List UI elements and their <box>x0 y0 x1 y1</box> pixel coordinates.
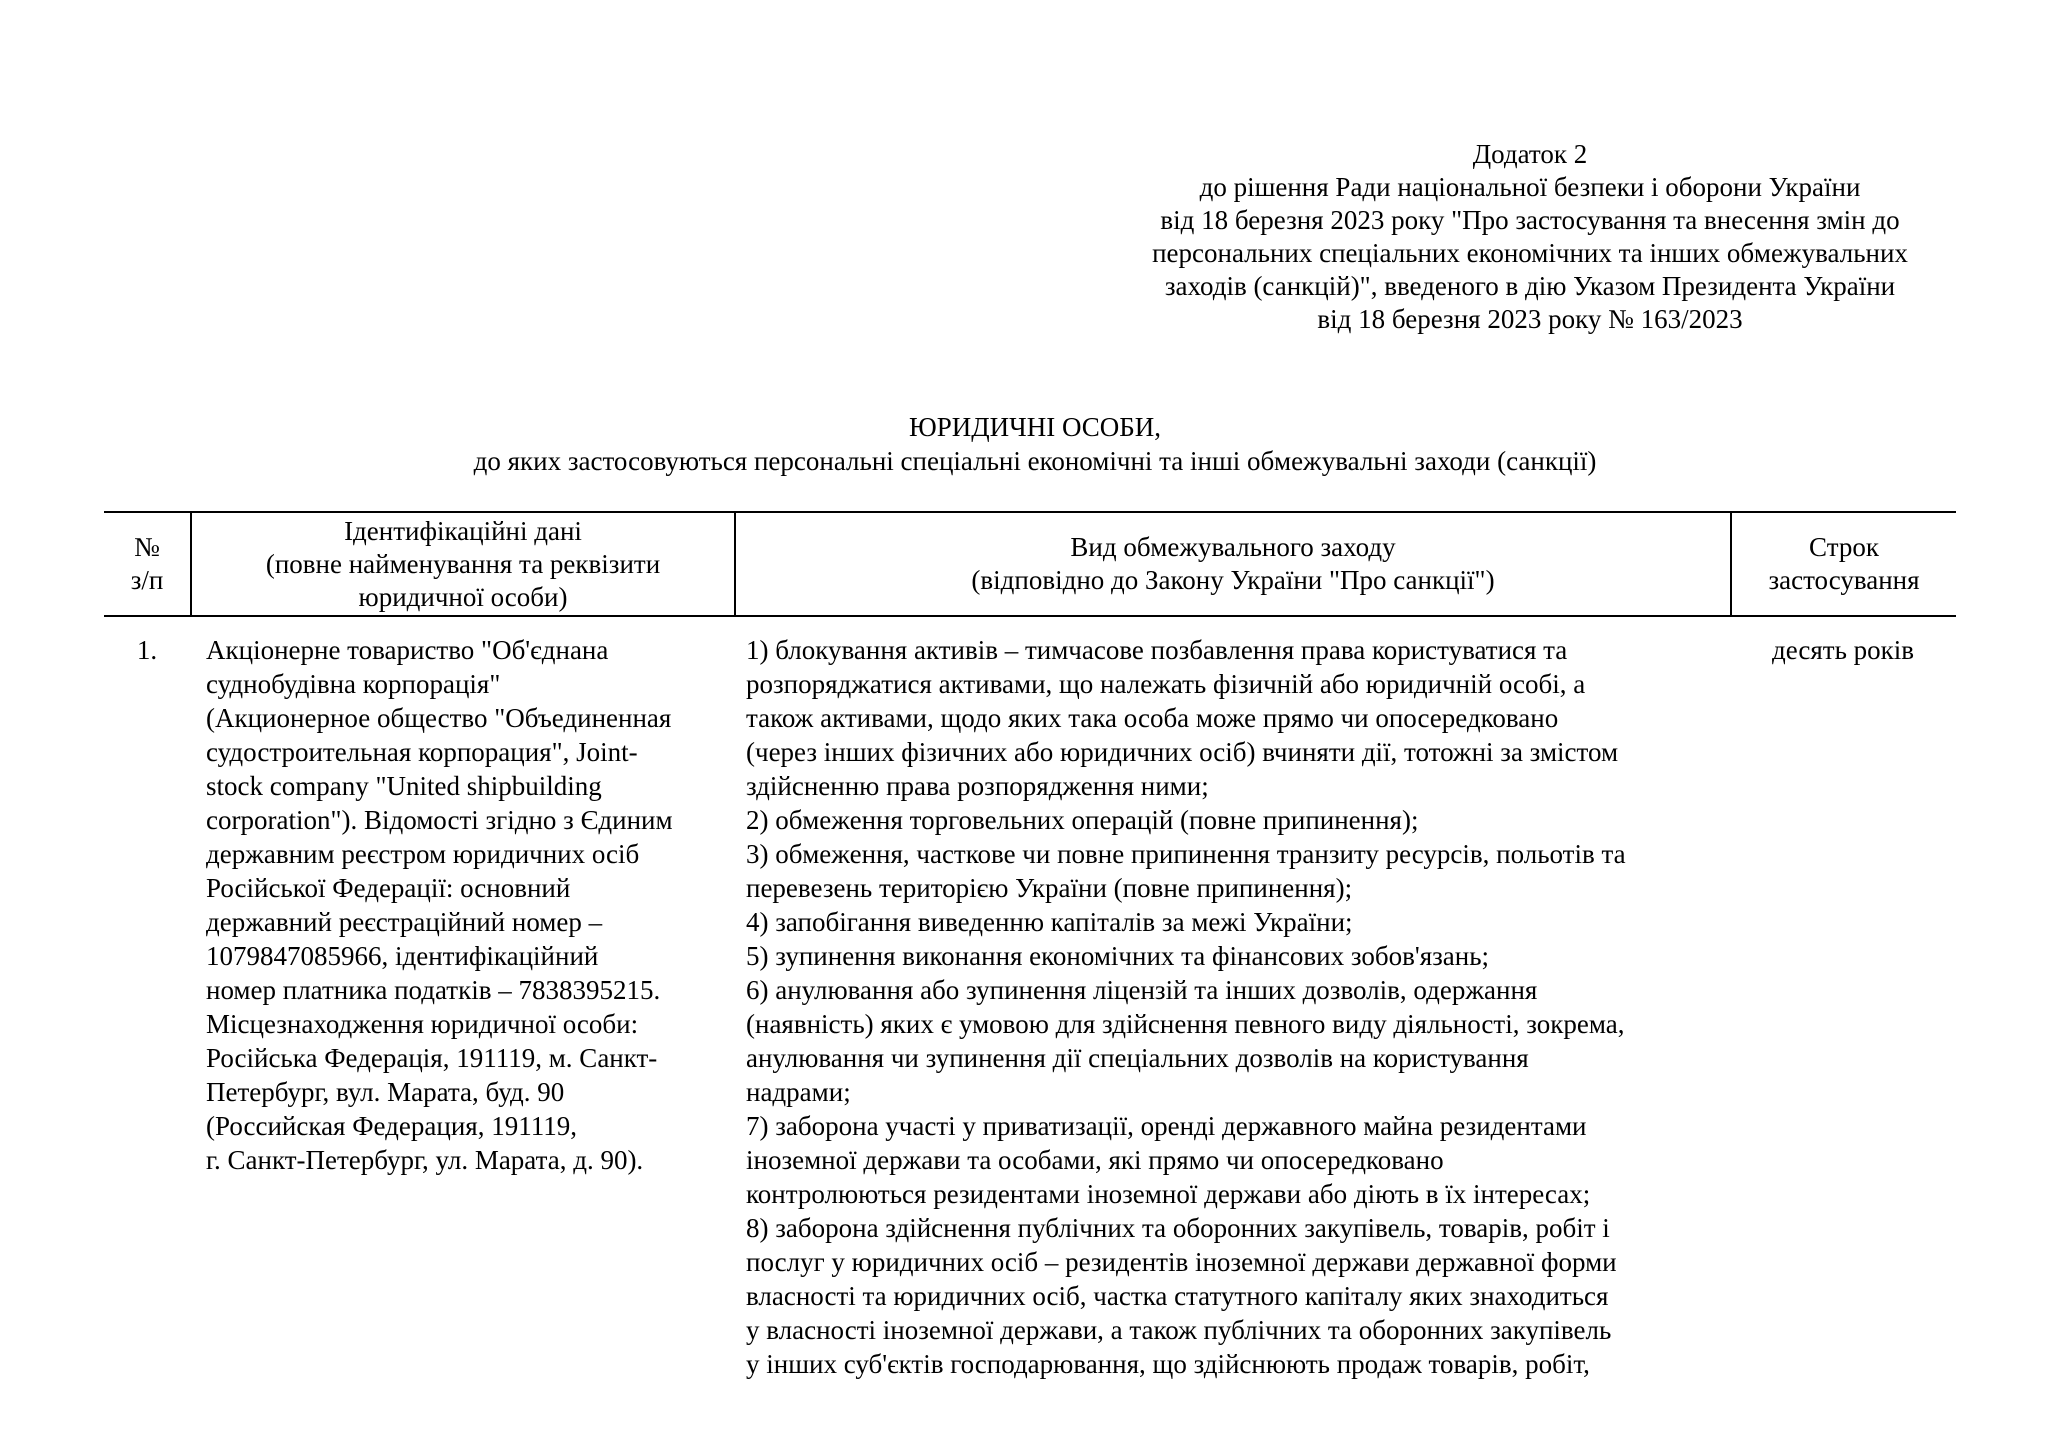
header-measure-line: (відповідно до Закону України "Про санкції") <box>971 565 1495 595</box>
ident-line: (Акционерное общество "Объединенная <box>206 703 672 733</box>
measure-line: анулювання чи зупинення дії спеціальних дозволів на користування <box>746 1043 1529 1073</box>
header-ident-line: Ідентифікаційні дані <box>344 515 582 546</box>
ident-line: Петербург, вул. Марата, буд. 90 <box>206 1077 565 1107</box>
measure-line: 1) блокування активів – тимчасове позбавлення права користуватися та <box>746 635 1568 665</box>
measure-line: послуг у юридичних осіб – резидентів іноземної держави державної форми <box>746 1247 1617 1277</box>
ident-line: судостроительная корпорация", Joint- <box>206 737 638 767</box>
measure-line: 8) заборона здійснення публічних та оборонних закупівель, товарів, робіт і <box>746 1213 1610 1243</box>
header-number-line: № <box>134 532 160 562</box>
header-number <box>104 513 190 615</box>
header-number-line: з/п <box>130 565 164 595</box>
measure-line: у власності іноземної держави, а також публічних та оборонних закупівель <box>746 1315 1612 1345</box>
measure-line: 2) обмеження торговельних операцій (повне припинення); <box>746 805 1419 835</box>
annex-line: Додаток 2 <box>1472 139 1588 169</box>
annex-line: від 18 березня 2023 року "Про застосування та внесення змін до <box>1160 205 1900 235</box>
header-measure <box>736 513 1730 615</box>
ident-line: Російської Федерації: основний <box>206 873 571 903</box>
measure-line: 6) анулювання або зупинення ліцензій та інших дозволів, одержання <box>746 975 1538 1005</box>
header-ident-line: юридичної особи) <box>358 581 568 612</box>
ident-line: 1079847085966, ідентифікаційний <box>206 941 599 971</box>
measure-line: 3) обмеження, часткове чи повне припинення транзиту ресурсів, польотів та <box>746 839 1626 869</box>
document-heading <box>100 410 1970 478</box>
header-ident-line: (повне найменування та реквізити <box>265 548 661 579</box>
annex-line: персональних спеціальних економічних та інших обмежувальних <box>1152 238 1908 268</box>
header-term <box>1732 513 1956 615</box>
ident-line: г. Санкт-Петербург, ул. Марата, д. 90). <box>206 1145 644 1175</box>
ident-line: stock company "United shipbuilding <box>206 771 602 801</box>
measure-line: також активами, щодо яких така особа може прямо чи опосередковано <box>746 703 1559 733</box>
measure-line: розпоряджатися активами, що належать фізичній або юридичній особі, а <box>746 669 1586 699</box>
measure-line: 5) зупинення виконання економічних та фінансових зобов'язань; <box>746 941 1490 971</box>
header-term-line: застосування <box>1768 565 1920 595</box>
ident-line: corporation"). Відомості згідно з Єдиним <box>206 805 673 835</box>
header-ident <box>192 513 734 615</box>
ident-line: Місцезнаходження юридичної особи: <box>206 1009 639 1039</box>
header-measure-line: Вид обмежувального заходу <box>1070 532 1396 562</box>
ident-line: номер платника податків – 7838395215. <box>206 975 661 1005</box>
measure-line: контролюються резидентами іноземної держави або діють в їх інтересах; <box>746 1179 1591 1209</box>
document-subtitle: до яких застосовуються персональні спеціальні економічні та інші обмежувальні заходи (санкції) <box>473 446 1597 476</box>
annex-line: до рішення Ради національної безпеки і оборони України <box>1199 172 1861 202</box>
application-term: десять років <box>1771 635 1915 665</box>
header-term-line: Строк <box>1809 532 1879 562</box>
measure-line: у інших суб'єктів господарювання, що здійснюють продаж товарів, робіт, <box>746 1349 1590 1379</box>
ident-line: (Российская Федерация, 191119, <box>206 1111 577 1141</box>
entity-identification <box>206 633 726 1177</box>
measure-line: перевезень територією України (повне припинення); <box>746 873 1353 903</box>
measure-line: здійсненню права розпорядження ними; <box>746 771 1209 801</box>
measure-line: (наявність) яких є умовою для здійснення певного виду діяльності, зокрема, <box>746 1009 1625 1039</box>
annex-block <box>1060 138 2000 336</box>
row-number: 1. <box>136 635 158 665</box>
annex-line: від 18 березня 2023 року № 163/2023 <box>1317 304 1743 334</box>
ident-line: Акціонерне товариство "Об'єднана <box>206 635 609 665</box>
measure-line: (через інших фізичних або юридичних осіб) вчиняти дії, тотожні за змістом <box>746 737 1619 767</box>
table-header <box>104 511 1956 617</box>
measure-line: іноземної держави та особами, які прямо чи опосередковано <box>746 1145 1444 1175</box>
measure-line: власності та юридичних осіб, частка статутного капіталу яких знаходиться <box>746 1281 1609 1311</box>
ident-line: державний реєстраційний номер – <box>206 907 603 937</box>
ident-line: Російська Федерація, 191119, м. Санкт- <box>206 1043 658 1073</box>
measure-line: 7) заборона участі у приватизації, оренді державного майна резидентами <box>746 1111 1587 1141</box>
ident-line: суднобудівна корпорація" <box>206 669 501 699</box>
measure-line: надрами; <box>746 1077 851 1107</box>
document-title: ЮРИДИЧНІ ОСОБИ, <box>908 412 1162 442</box>
measure-line: 4) запобігання виведенню капіталів за межі України; <box>746 907 1353 937</box>
annex-line: заходів (санкцій)", введеного в дію Указом Президента України <box>1164 271 1896 301</box>
restrictive-measures <box>746 633 1726 1381</box>
ident-line: державним реєстром юридичних осіб <box>206 839 640 869</box>
